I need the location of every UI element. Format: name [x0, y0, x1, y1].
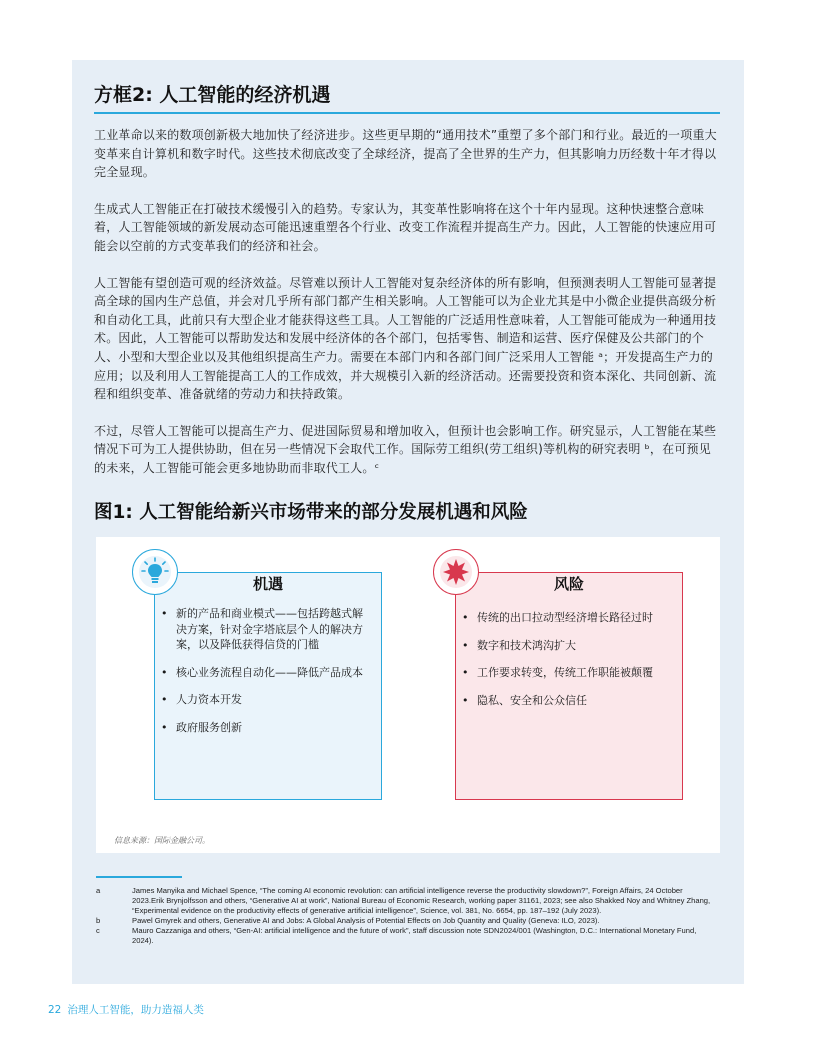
opportunity-item: • 政府服务创新 — [161, 720, 371, 736]
risk-item: • 工作要求转变，传统工作职能被颠覆 — [462, 665, 672, 681]
footnote-a — [96, 886, 716, 916]
footnote-text: James Manyika and Michael Spence, “The coming AI economic revolution: can artificial intelligence reverse the productivity slowdown?”, Foreign Affairs, 24 October 2023.Erik Brynjolfsson and others, “Generative AI at work”, National Bureau of Economic Research, working paper 31161, 2023; see also Shakked Noy and Whitney Zhang, “Experimental evidence on the productivity effects of generative artificial intelligence”, Science, vol. 381, No. 6654, pp. 187–192 (July 2023). — [132, 886, 711, 915]
footnotes — [96, 886, 716, 946]
risks-panel — [455, 572, 683, 800]
opportunity-item: • 人力资本开发 — [161, 692, 371, 708]
opportunities-title: 机遇 — [252, 575, 283, 593]
burst-icon — [433, 549, 479, 595]
document-title: 治理人工智能，助力造福人类 — [67, 1004, 204, 1016]
opportunity-item: • 核心业务流程自动化——降低产品成本 — [161, 665, 371, 681]
opportunities-list — [161, 606, 371, 747]
risks-list — [462, 610, 672, 720]
page-number: 22 — [48, 1004, 62, 1016]
risk-item: • 数字和技术鸿沟扩大 — [462, 638, 672, 654]
footnote-b — [96, 916, 716, 926]
page-footer — [48, 1002, 210, 1017]
box-body — [94, 126, 720, 496]
paragraph-2: 生成式人工智能正在打破技术缓慢引入的趋势。专家认为，其变革性影响将在这个十年内显现。这种快速整合意味着，人工智能领域的新发展动态可能迅速重塑各个行业、改变工作流程并提高生产力。因此，人工智能的快速应用可能会以空前的方式变革我们的经济和社会。 — [94, 201, 717, 253]
footnote-text: Pawel Gmyrek and others, Generative AI and Jobs: A Global Analysis of Potential Effects on Job Quantity and Quality (Geneva: ILO, 2023). — [132, 916, 600, 925]
footnote-mark: c — [96, 926, 100, 935]
footnote-c — [96, 926, 716, 946]
footnote-text: Mauro Cazzaniga and others, “Gen-AI: artificial intelligence and the future of work”, staff discussion note SDN2024/001 (Washington, D.C.: International Monetary Fund, 2024). — [132, 926, 697, 945]
figure-source: 信息来源：国际金融公司。 — [114, 836, 210, 845]
paragraph-4: 不过，尽管人工智能可以提高生产力、促进国际贸易和增加收入，但预计也会影响工作。研究显示，人工智能在某些情况下可为工人提供协助，但在另一些情况下会取代工作。国际劳工组织(劳工组织)等机构的研究表明 ᵇ，在可预见的未来，人工智能可能会更多地协助而非取代工人。ᶜ — [94, 423, 717, 475]
figure-area — [96, 537, 720, 853]
footnote-divider — [96, 876, 182, 878]
footnote-mark: a — [96, 886, 101, 895]
title-divider — [94, 112, 720, 114]
risk-item: • 传统的出口拉动型经济增长路径过时 — [462, 610, 672, 626]
opportunities-panel — [154, 572, 382, 800]
paragraph-3: 人工智能有望创造可观的经济效益。尽管难以预计人工智能对复杂经济体的所有影响，但预测表明人工智能可显著提高全球的国内生产总值，并会对几乎所有部门都产生相关影响。人工智能可以为企业尤其是中小微企业提供高级分析和自动化工具，此前只有大型企业才能获得这些工具。人工智能的广泛适用性意味着，人工智能可能成为一种通用技术。因此，人工智能可以帮助发达和发展中经济体的各个部门，包括零售、制造和运营、医疗保健及公共部门的个人、小型和大型企业以及其他组织提高生产力。需要在本部门内和各部门间广泛采用人工智能 ᵃ；开发提高生产力的应用；以及利用人工智能提高工人的工作成效，并大规模引入新的经济活动。还需要投资和资本深化、共同创新、流程和组织变革、准备就绪的劳动力和扶持政策。 — [94, 275, 717, 402]
box-title: 方框2: 人工智能的经济机遇 — [94, 84, 331, 106]
figure-title: 图1: 人工智能给新兴市场带来的部分发展机遇和风险 — [94, 502, 528, 523]
paragraph-1: 工业革命以来的数项创新极大地加快了经济进步。这些更早期的“通用技术”重塑了多个部门和行业。最近的一项重大变革来自计算机和数字时代。这些技术彻底改变了全球经济，提高了全世界的生产力，但其影响力历经数十年才得以完全显现。 — [94, 128, 717, 180]
risks-title: 风险 — [553, 575, 584, 593]
box-panel — [72, 60, 744, 984]
opportunity-item: • 新的产品和商业模式——包括跨越式解决方案，针对金字塔底层个人的解决方案，以及降低获得信贷的门槛 — [161, 606, 371, 653]
footnote-mark: b — [96, 916, 101, 925]
lightbulb-icon — [132, 549, 178, 595]
risk-item: • 隐私、安全和公众信任 — [462, 693, 672, 709]
